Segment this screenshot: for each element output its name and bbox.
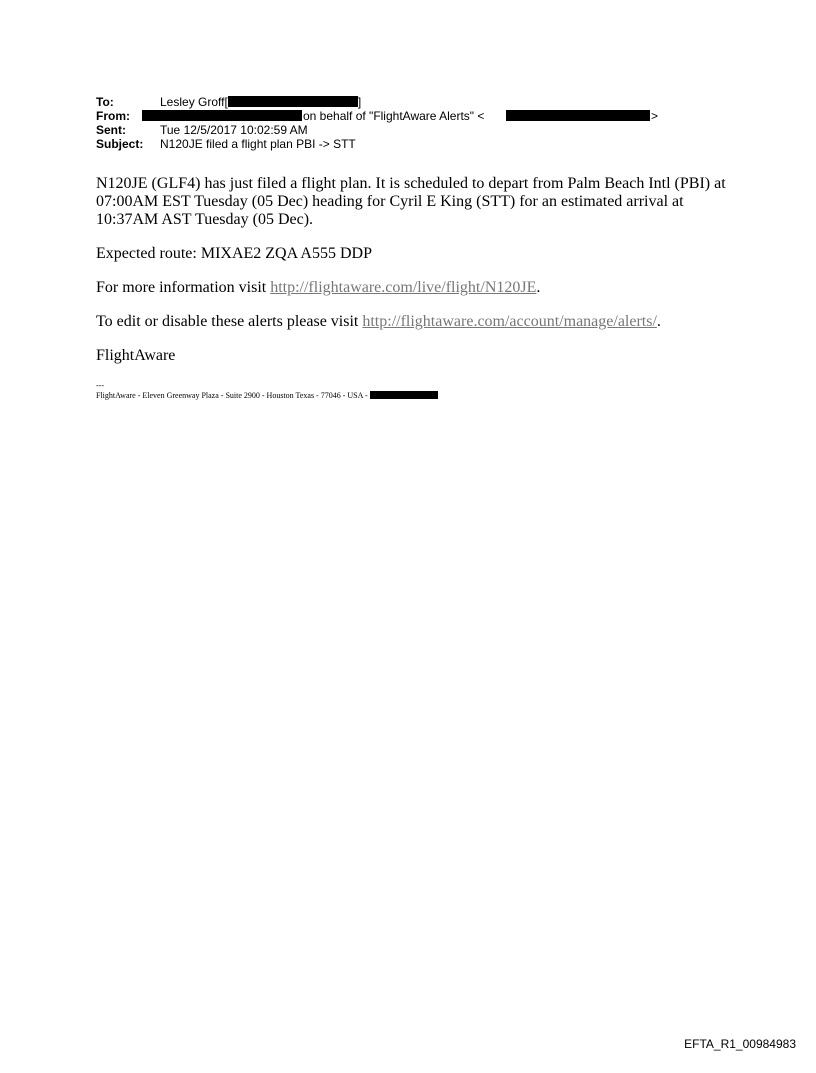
flight-plan-paragraph: N120JE (GLF4) has just filed a flight plan. It is scheduled to depart from Palm Beach Intl (PBI) at 07:00AM EST Tuesday (05 Dec) heading for Cyril E King (STT) for an estimated arrival at 10:37AM AST Tuesday (05 Dec).	[96, 175, 726, 228]
document-id: EFTA_R1_00984983	[684, 1037, 796, 1051]
to-value	[160, 95, 361, 109]
subject-value: N120JE filed a flight plan PBI -> STT	[160, 137, 356, 151]
email-footer	[96, 381, 438, 401]
signature: FlightAware	[96, 347, 176, 364]
manage-alerts-link[interactable]: http://flightaware.com/account/manage/alerts/	[362, 313, 657, 330]
expected-route: Expected route: MIXAE2 ZQA A555 DDP	[96, 245, 372, 262]
sent-value: Tue 12/5/2017 10:02:59 AM	[160, 123, 308, 137]
sent-label: Sent:	[96, 123, 126, 137]
redaction-block	[506, 110, 650, 121]
edit-alerts-text: To edit or disable these alerts please visit	[96, 313, 363, 330]
email-body	[96, 175, 736, 381]
from-label: From:	[96, 109, 130, 123]
more-info-period: .	[536, 279, 541, 296]
footer-separator: ---	[96, 381, 104, 390]
to-close-bracket: ]	[357, 95, 362, 109]
flight-link[interactable]: http://flightaware.com/live/flight/N120JE	[270, 279, 537, 296]
redaction-block	[370, 391, 438, 399]
redaction-block	[228, 96, 358, 107]
edit-alerts-paragraph	[96, 313, 736, 331]
subject-label: Subject:	[96, 137, 144, 151]
more-info-text: For more information visit	[96, 279, 271, 296]
more-info-paragraph	[96, 279, 736, 297]
to-name: Lesley Groff[	[160, 95, 228, 109]
from-value: on behalf of "FlightAware Alerts" <	[303, 109, 485, 123]
edit-alerts-period: .	[656, 313, 661, 330]
footer-address	[96, 391, 438, 401]
to-label: To:	[96, 95, 114, 109]
redaction-block	[142, 110, 302, 121]
from-close-angle: >	[651, 109, 659, 123]
footer-address-text: FlightAware - Eleven Greenway Plaza - Suite 2900 - Houston Texas - 77046 - USA -	[96, 391, 370, 400]
